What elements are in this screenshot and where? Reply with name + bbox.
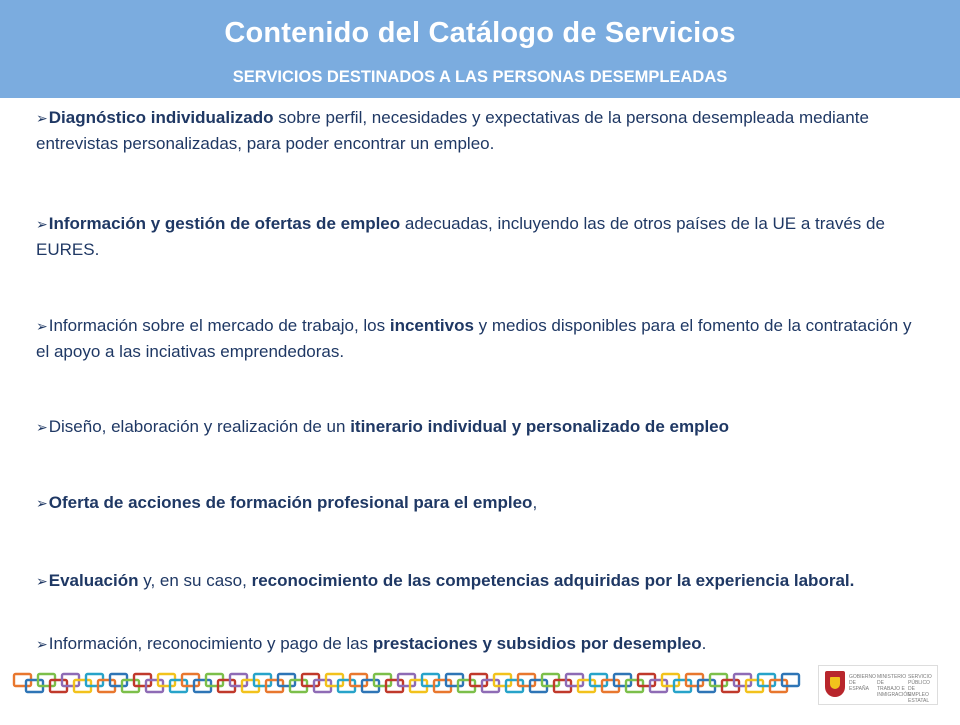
item-text-bold: prestaciones y subsidios por desempleo: [372, 634, 702, 653]
gobierno-de-espana-logo: [818, 665, 938, 705]
service-item: [36, 631, 916, 657]
coat-of-arms-icon: [825, 671, 845, 697]
footer: [0, 660, 960, 720]
government-text: GOBIERNO DE ESPAÑA: [849, 674, 876, 692]
item-text-bold: Oferta de acciones de formación profesional para el empleo: [48, 493, 533, 512]
item-text-bold: incentivos: [389, 316, 474, 335]
header-banner: [0, 0, 960, 98]
arrow-right-bullet-icon: ➢: [36, 318, 48, 334]
chain-decoration: [0, 660, 960, 720]
page-title: Contenido del Catálogo de Servicios: [224, 17, 736, 49]
item-text: Información sobre el mercado de trabajo, los: [48, 316, 390, 335]
service-item: [36, 490, 916, 516]
item-text-bold: reconocimiento de las competencias adquiridas por la experiencia laboral.: [251, 571, 855, 590]
arrow-right-bullet-icon: ➢: [36, 495, 48, 511]
service-item: [36, 568, 916, 594]
item-text: ,: [532, 493, 538, 512]
service-item: [36, 105, 916, 156]
arrow-right-bullet-icon: ➢: [36, 573, 48, 589]
item-text: .: [701, 634, 707, 653]
item-text: Diseño, elaboración y realización de un: [48, 417, 351, 436]
item-text-bold: Diagnóstico individualizado: [48, 108, 274, 127]
arrow-right-bullet-icon: ➢: [36, 636, 48, 652]
item-text-bold: Evaluación: [48, 571, 139, 590]
item-text-bold: Información y gestión de ofertas de empleo: [48, 214, 401, 233]
item-text: y medios disponibles para el fomento de la contratación y el apoyo a las inciativas emprendedoras.: [36, 316, 912, 361]
arrow-right-bullet-icon: ➢: [36, 419, 48, 435]
page-subtitle: SERVICIOS DESTINADOS A LAS PERSONAS DESEMPLEADAS: [232, 68, 728, 86]
item-text: sobre perfil, necesidades y expectativas de la persona desempleada mediante entrevistas personalizadas, para poder encontrar un empleo.: [36, 108, 869, 153]
arrow-right-bullet-icon: ➢: [36, 216, 48, 232]
item-text: Información, reconocimiento y pago de las: [48, 634, 373, 653]
service-item: [36, 211, 916, 262]
item-text: adecuadas, incluyendo las de otros países de la UE a través de EURES.: [36, 214, 885, 259]
ministry-text: MINISTERIO DE TRABAJO E INMIGRACIÓN: [877, 674, 911, 698]
arrow-right-bullet-icon: ➢: [36, 110, 48, 126]
agency-text: SERVICIO PÚBLICO DE EMPLEO ESTATAL: [908, 674, 932, 704]
service-item: [36, 313, 916, 364]
service-item: [36, 414, 916, 440]
item-text-bold: itinerario individual y personalizado de empleo: [350, 417, 730, 436]
item-text: y, en su caso,: [138, 571, 252, 590]
